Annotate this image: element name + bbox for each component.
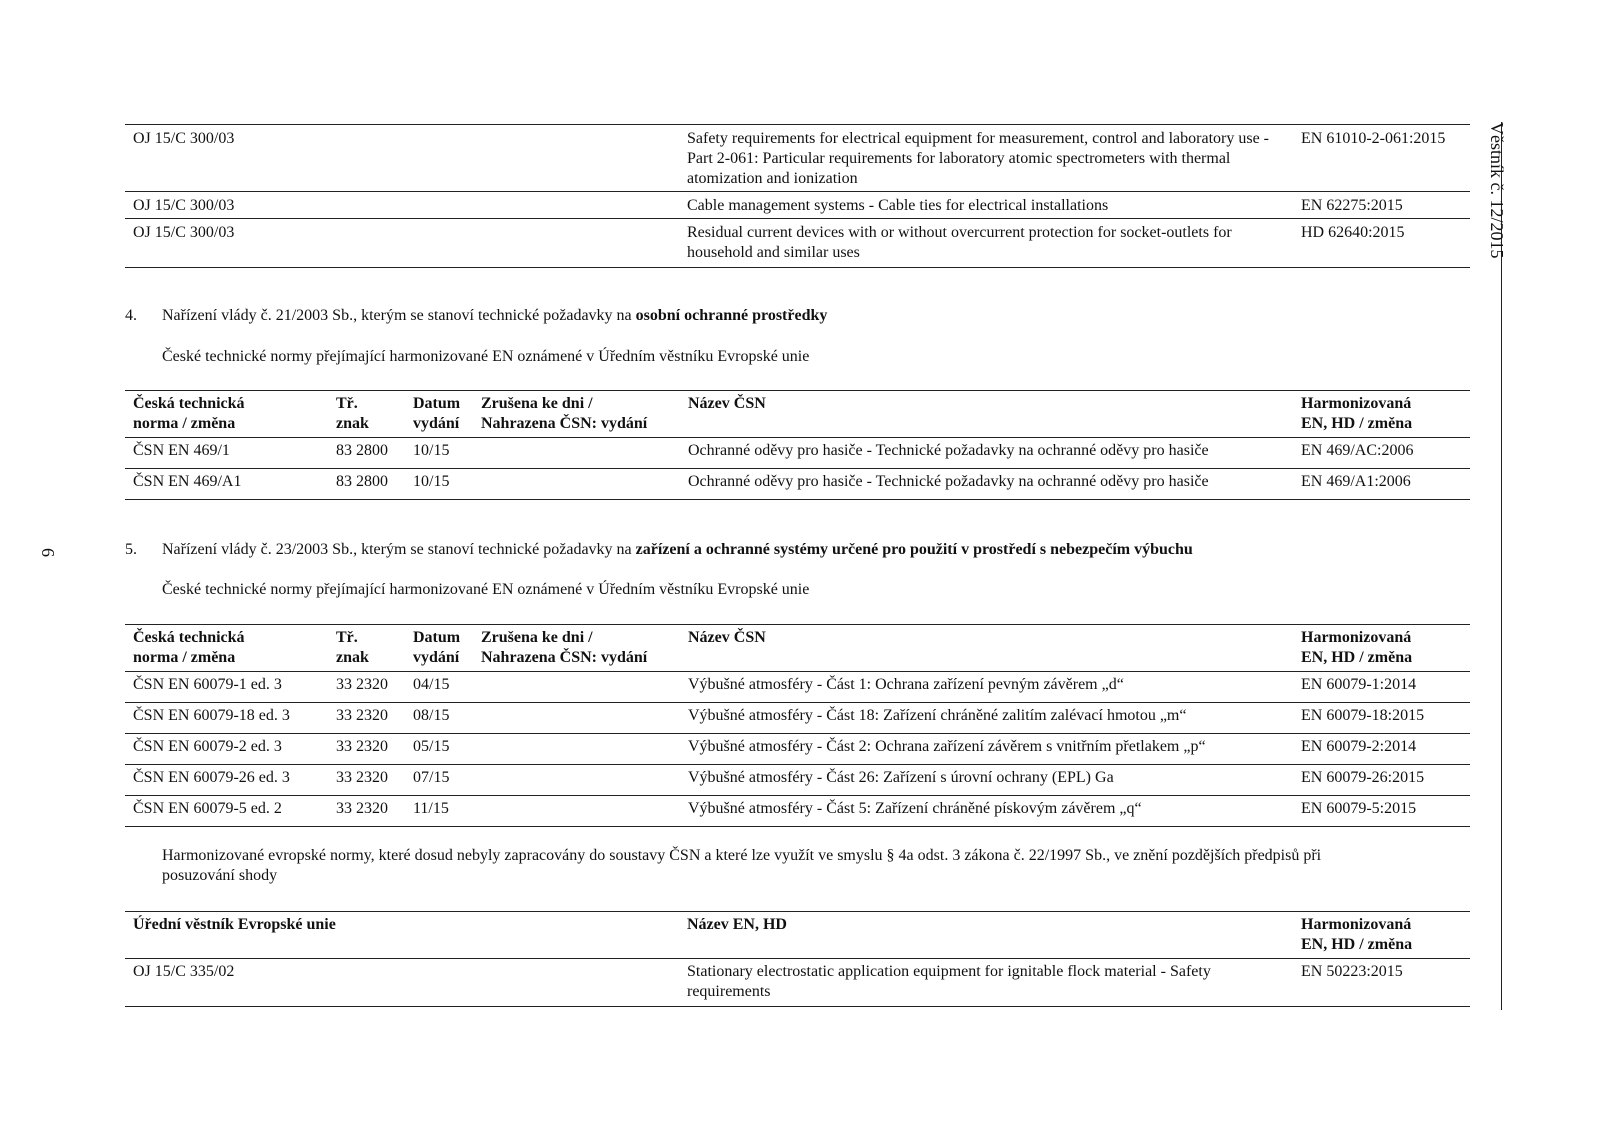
table-rule <box>125 733 1470 734</box>
col-header-oj: Úřední věstník Evropské unie <box>133 916 336 933</box>
section-intro: České technické normy přejímající harmonizované EN oznámené v Úředním věstníku Evropské unie <box>162 348 810 365</box>
section-intro: České technické normy přejímající harmonizované EN oznámené v Úředním věstníku Evropské unie <box>162 581 810 598</box>
journal-issue-header: Věstník č. 12/2015 <box>1487 122 1507 259</box>
issue-date: 10/15 <box>413 473 450 490</box>
standard-title: Výbušné atmosféry - Část 2: Ochrana zařízení závěrem s vnitřním přetlakem „p“ <box>688 738 1206 755</box>
oj-reference: OJ 15/C 300/03 <box>133 224 235 241</box>
harmonized-standard: EN 61010-2-061:2015 <box>1301 130 1446 147</box>
table-rule <box>125 671 1470 672</box>
table-rule <box>125 218 1470 219</box>
table-rule <box>125 437 1470 438</box>
table-rule <box>125 191 1470 192</box>
col-header-harmonized: Harmonizovaná EN, HD / změna <box>1301 916 1413 953</box>
section-heading-subject: zařízení a ochranné systémy určené pro použití v prostředí s nebezpečím výbuchu <box>635 541 1193 558</box>
col-header-cancelled: Zrušena ke dni / Nahrazena ČSN: vydání <box>481 629 648 666</box>
table-rule <box>125 958 1470 959</box>
norm-code: ČSN EN 60079-5 ed. 2 <box>133 800 282 817</box>
norm-code: ČSN EN 60079-26 ed. 3 <box>133 769 290 786</box>
oj-reference: OJ 15/C 335/02 <box>133 963 235 980</box>
issue-date: 05/15 <box>413 738 450 755</box>
section-heading-text: Nařízení vlády č. 23/2003 Sb., kterým se stanoví technické požadavky na <box>162 541 636 558</box>
col-header-date: Datum vydání <box>413 395 461 432</box>
col-header-date: Datum vydání <box>413 629 461 666</box>
table-rule <box>125 624 1470 625</box>
standard-title: Safety requirements for electrical equipment for measurement, control and laboratory use - Part 2-061: Particular requirements for laboratory atomic spectrometers with thermal atomization and ionization <box>687 130 1269 187</box>
class-code: 33 2320 <box>336 769 388 786</box>
table-rule <box>125 1006 1470 1007</box>
col-header-harmonized: Harmonizovaná EN, HD / změna <box>1301 629 1413 666</box>
col-header-norm: Česká technická norma / změna <box>133 395 245 432</box>
harmonized-standard: EN 60079-5:2015 <box>1301 800 1417 817</box>
section-heading <box>162 306 827 326</box>
harmonized-standard: EN 60079-1:2014 <box>1301 676 1417 693</box>
harmonized-standard: EN 60079-18:2015 <box>1301 707 1425 724</box>
oj-reference: OJ 15/C 300/03 <box>133 130 235 147</box>
table-rule <box>125 499 1470 500</box>
section-heading-text: Nařízení vlády č. 21/2003 Sb., kterým se stanoví technické požadavky na <box>162 307 636 324</box>
issue-date: 08/15 <box>413 707 450 724</box>
norm-code: ČSN EN 60079-2 ed. 3 <box>133 738 282 755</box>
harmonized-standard: EN 50223:2015 <box>1301 963 1403 980</box>
class-code: 33 2320 <box>336 707 388 724</box>
issue-date: 04/15 <box>413 676 450 693</box>
harmonized-standard: EN 469/A1:2006 <box>1301 473 1411 490</box>
col-header-harmonized: Harmonizovaná EN, HD / změna <box>1301 395 1413 432</box>
norm-code: ČSN EN 469/A1 <box>133 473 242 490</box>
class-code: 33 2320 <box>336 738 388 755</box>
standard-title: Výbušné atmosféry - Část 18: Zařízení chráněné zalitím zalévací hmotou „m“ <box>688 707 1187 724</box>
standard-title: Ochranné oděvy pro hasiče - Technické požadavky na ochranné oděvy pro hasiče <box>688 442 1209 459</box>
issue-date: 10/15 <box>413 442 450 459</box>
table-rule <box>125 390 1470 391</box>
table-rule <box>125 702 1470 703</box>
standard-title: Výbušné atmosféry - Část 26: Zařízení s úrovní ochrany (EPL) Ga <box>688 769 1114 786</box>
table-rule <box>125 764 1470 765</box>
standard-title: Ochranné oděvy pro hasiče - Technické požadavky na ochranné oděvy pro hasiče <box>688 473 1209 490</box>
norm-code: ČSN EN 469/1 <box>133 442 230 459</box>
harmonized-standard: EN 60079-2:2014 <box>1301 738 1417 755</box>
harmonized-standard: EN 62275:2015 <box>1301 197 1403 214</box>
standard-title: Výbušné atmosféry - Část 5: Zařízení chráněné pískovým závěrem „q“ <box>688 800 1142 817</box>
class-code: 83 2800 <box>336 442 388 459</box>
table-rule <box>125 826 1470 827</box>
issue-date: 07/15 <box>413 769 450 786</box>
harmonized-standard: EN 60079-26:2015 <box>1301 769 1425 786</box>
class-code: 83 2800 <box>336 473 388 490</box>
oj-reference: OJ 15/C 300/03 <box>133 197 235 214</box>
harmonized-standard: HD 62640:2015 <box>1301 224 1405 241</box>
col-header-title: Název ČSN <box>688 629 766 646</box>
table-rule <box>125 124 1470 125</box>
page-number: 6 <box>38 548 58 557</box>
standard-title: Výbušné atmosféry - Část 1: Ochrana zařízení pevným závěrem „d“ <box>688 676 1124 693</box>
standard-title: Cable management systems - Cable ties for electrical installations <box>687 197 1109 214</box>
class-code: 33 2320 <box>336 800 388 817</box>
section-heading-subject: osobní ochranné prostředky <box>635 307 828 324</box>
col-header-class: Tř. znak <box>336 629 369 666</box>
class-code: 33 2320 <box>336 676 388 693</box>
col-header-norm: Česká technická norma / změna <box>133 629 245 666</box>
table-rule <box>125 911 1470 912</box>
col-header-title: Název EN, HD <box>687 916 787 933</box>
table-rule <box>125 267 1470 268</box>
standard-title: Residual current devices with or without overcurrent protection for socket-outlets for household and similar uses <box>687 224 1232 261</box>
section-number: 5. <box>125 541 137 558</box>
section-number: 4. <box>125 307 137 324</box>
norm-code: ČSN EN 60079-18 ed. 3 <box>133 707 290 724</box>
harmonized-intro: Harmonizované evropské normy, které dosud nebyly zapracovány do soustavy ČSN a které lze využít ve smyslu § 4a odst. 3 zákona č. 22/1997 Sb., ve znění pozdějších předpisů při posuzování shody <box>162 847 1322 884</box>
harmonized-standard: EN 469/AC:2006 <box>1301 442 1414 459</box>
issue-date: 11/15 <box>413 800 449 817</box>
table-rule <box>125 795 1470 796</box>
table-rule <box>125 468 1470 469</box>
col-header-cancelled: Zrušena ke dni / Nahrazena ČSN: vydání <box>481 395 648 432</box>
standard-title: Stationary electrostatic application equipment for ignitable flock material - Safety requirements <box>687 963 1211 1000</box>
section-heading <box>162 540 1193 560</box>
norm-code: ČSN EN 60079-1 ed. 3 <box>133 676 282 693</box>
col-header-class: Tř. znak <box>336 395 369 432</box>
col-header-title: Název ČSN <box>688 395 766 412</box>
